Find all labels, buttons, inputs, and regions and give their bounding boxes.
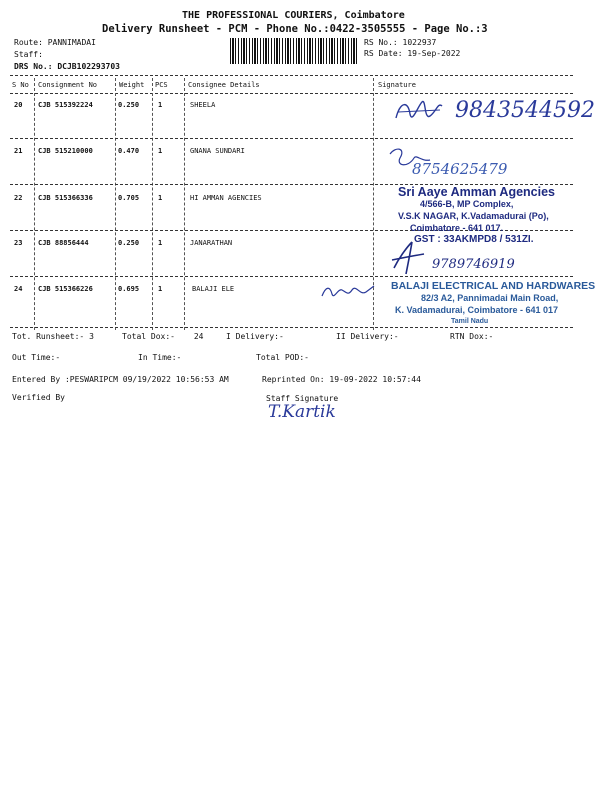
- drs-number: [14, 62, 120, 71]
- document-subtitle: Delivery Runsheet - PCM - Phone No.:0422-3505555 - Page No.:3: [102, 23, 488, 35]
- column-divider: [184, 78, 185, 330]
- row-consignment: CJB 88856444: [38, 239, 89, 247]
- total-pod: Total POD:-: [256, 353, 309, 362]
- signature-scribble: [318, 280, 378, 302]
- row-consignment: CJB 515366336: [38, 194, 93, 202]
- drs-value: DCJB102293703: [57, 62, 120, 71]
- out-time: Out Time:-: [12, 353, 61, 362]
- route-key: Route:: [14, 38, 43, 47]
- barcode-image: [230, 38, 358, 64]
- verified-by: Verified By: [12, 393, 65, 402]
- column-divider: [34, 78, 35, 330]
- row-consignee: BALAJI ELE: [192, 285, 235, 293]
- rs-date: [364, 49, 460, 58]
- row-consignment: CJB 515392224: [38, 101, 93, 109]
- stamp-address: 4/566-B, MP Complex,: [420, 199, 514, 209]
- col-consignment: Consignment No: [38, 81, 98, 89]
- rs-no-value: 1022937: [402, 38, 437, 47]
- staff-label: Staff:: [14, 50, 43, 59]
- stamp-address: K. Vadamadurai, Coimbatore - 641 017: [395, 305, 559, 315]
- col-signature: Signature: [378, 81, 416, 89]
- total-dox: [122, 332, 203, 341]
- stamp-address: 82/3 A2, Pannimadai Main Road,: [421, 293, 559, 303]
- row-pcs: 1: [158, 147, 163, 155]
- company-stamp: [398, 186, 555, 246]
- row-consignee: SHEELA: [190, 101, 216, 109]
- total-dox-label: Total Dox:-: [122, 332, 175, 341]
- row-sno: 22: [14, 194, 23, 202]
- total-runsheet: Tot. Runsheet:- 3: [12, 332, 94, 341]
- route-label: [14, 38, 96, 47]
- row-sno: 21: [14, 147, 23, 155]
- row-consignee: HI AMMAN AGENCIES: [190, 194, 262, 202]
- signature-scribble: [388, 238, 428, 278]
- col-consignee: Consignee Details: [188, 81, 260, 89]
- company-stamp: [391, 280, 595, 328]
- signature-scribble: [390, 92, 450, 130]
- staff-signature: T.Kartik: [268, 402, 336, 422]
- i-delivery: I Delivery:-: [226, 332, 284, 341]
- col-weight: Weight: [119, 81, 145, 89]
- row-pcs: 1: [158, 101, 163, 109]
- row-rule: [10, 276, 573, 277]
- col-sno: S No: [12, 81, 29, 89]
- row-sno: 23: [14, 239, 23, 247]
- row-weight: 0.250: [118, 239, 140, 247]
- stamp-state: Tamil Nadu: [451, 318, 489, 325]
- stamp-address: V.S.K NAGAR, K.Vadamadurai (Po),: [398, 211, 549, 221]
- in-time: In Time:-: [138, 353, 182, 362]
- col-pcs: PCS: [155, 81, 168, 89]
- staff-signature-label: Staff Signature: [266, 394, 339, 403]
- column-divider: [152, 78, 153, 330]
- table-top-rule: [10, 75, 573, 76]
- row-pcs: 1: [158, 285, 163, 293]
- handwritten-phone: 9843544592: [455, 98, 595, 123]
- column-divider: [115, 78, 116, 330]
- rs-no-key: RS No.:: [364, 38, 398, 47]
- stamp-company-name: Sri Aaye Amman Agencies: [398, 185, 556, 199]
- row-weight: 0.695: [118, 285, 140, 293]
- row-weight: 0.470: [118, 147, 140, 155]
- row-consignee: JANARATHAN: [190, 239, 233, 247]
- row-sno: 24: [14, 285, 23, 293]
- document-title: THE PROFESSIONAL COURIERS, Coimbatore: [182, 10, 405, 21]
- row-weight: 0.250: [118, 101, 140, 109]
- table-header-rule: [10, 93, 573, 94]
- row-sno: 20: [14, 101, 23, 109]
- rtn-dox: RTN Dox:-: [450, 332, 494, 341]
- route-value: PANNIMADAI: [47, 38, 96, 47]
- stamp-gst: GST : 33AKMPD8 / 531ZI.: [414, 234, 534, 245]
- handwritten-phone: 8754625479: [412, 160, 508, 178]
- row-consignment: CJB 515210000: [38, 147, 93, 155]
- row-consignment: CJB 515366226: [38, 285, 93, 293]
- row-pcs: 1: [158, 194, 163, 202]
- handwritten-phone: 9789746919: [432, 257, 515, 272]
- total-dox-value: 24: [193, 332, 204, 341]
- rs-date-value: 19-Sep-2022: [407, 49, 461, 58]
- row-weight: 0.705: [118, 194, 140, 202]
- rs-number: [364, 38, 436, 47]
- stamp-address: Coimbatore - 641 017.: [410, 223, 504, 233]
- row-consignee: GNANA SUNDARI: [190, 147, 245, 155]
- entered-by: Entered By :PESWARIPCM 09/19/2022 10:56:53 AM: [12, 375, 229, 384]
- row-pcs: 1: [158, 239, 163, 247]
- drs-key: DRS No.:: [14, 62, 53, 71]
- reprinted-on: Reprinted On: 19-09-2022 10:57:44: [262, 375, 421, 384]
- rs-date-key: RS Date:: [364, 49, 403, 58]
- row-rule: [10, 138, 573, 139]
- stamp-company-name: BALAJI ELECTRICAL AND HARDWARES: [391, 280, 596, 292]
- ii-delivery: II Delivery:-: [336, 332, 399, 341]
